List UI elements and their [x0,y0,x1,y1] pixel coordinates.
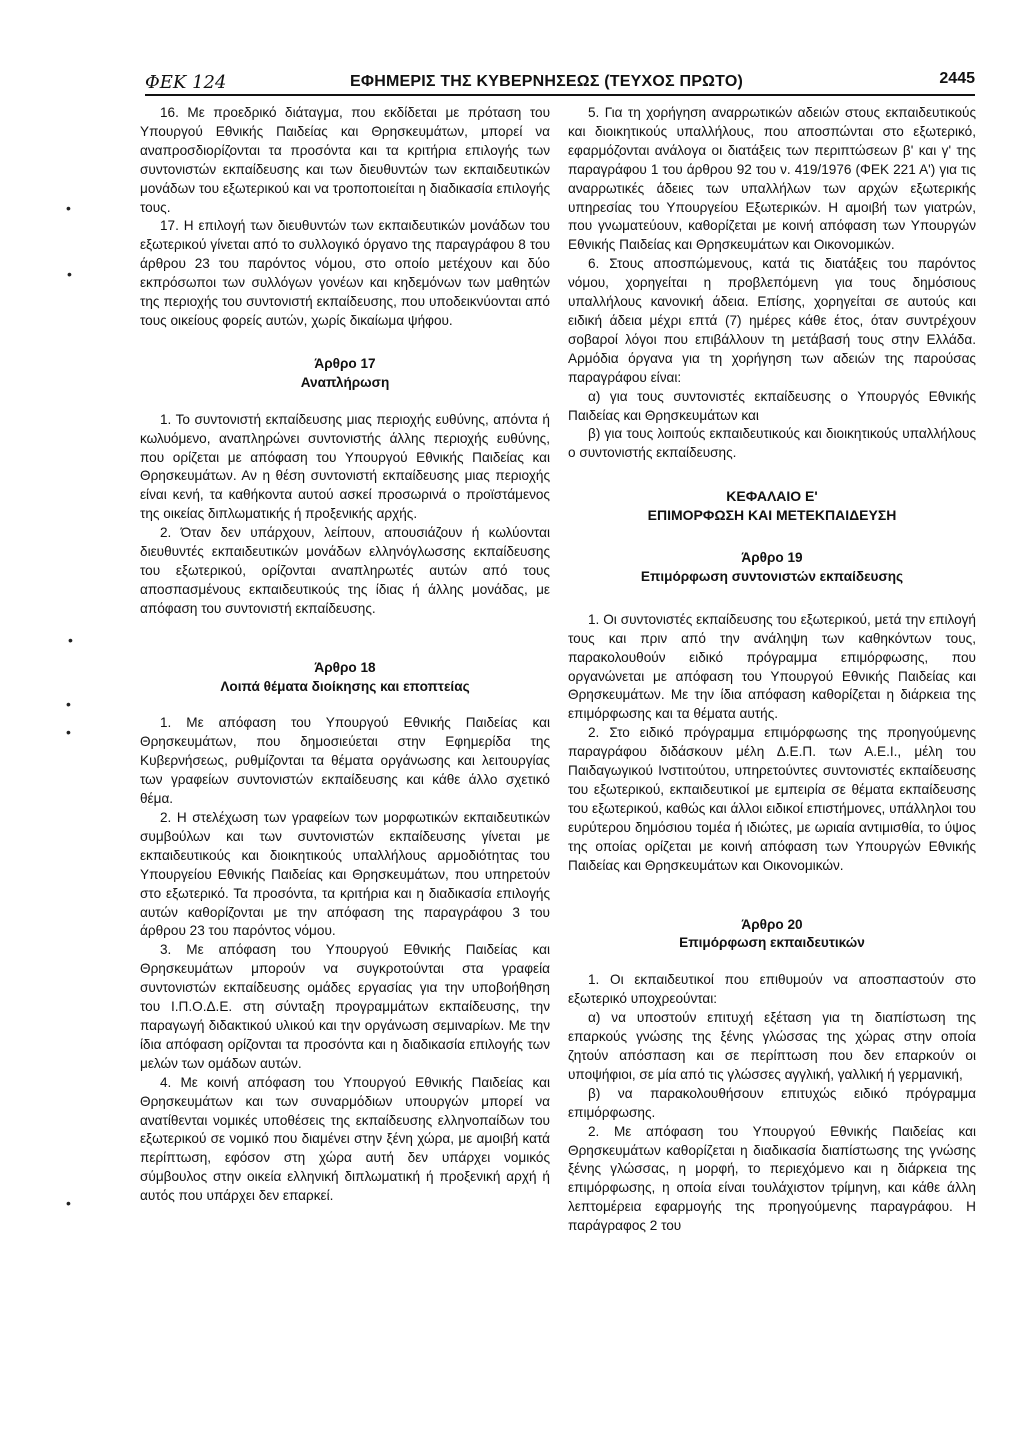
article-17-paragraph-1: 1. Το συντονιστή εκπαίδευσης μιας περιοχής ευθύνης, απόντα ή κωλυόμενο, αναπληρώνει συντονιστής άλλης περιοχής ευθύνης, που ορίζεται με απόφαση του Υπουργού Εθνικής Παιδείας και Θρησκευμάτων. Αν η θέση συντονιστή εκπαίδευσης μιας περιοχής είναι κενή, τα καθήκοντα αυτού ασκεί προσωρινά ο προϊστάμενος της οικείας διπλωματικής ή προξενικής αρχής. [140,411,550,522]
chapter-number: ΚΕΦΑΛΑΙΟ Ε' [726,488,818,505]
paragraph-5: 5. Για τη χορήγηση αναρρωτικών αδειών στους εκπαιδευτικούς και διοικητικούς υπαλλήλους, που αποσπώνται στο εξωτερικό, εφαρμόζονται ανάλογα οι διατάξεις των περιπτώσεων β' και γ' της παραγράφου 1 του άρθρου 92 του ν. 419/1976 (ΦΕΚ 221 Α') για τις αναρρωτικές άδειες των υπαλλήλων των αρχών εξωτερικής υπηρεσίας του Υπουργείου Εξωτερικών. Η αμοιβή των γιατρών, που γνωματεύουν, καθορίζεται με κοινή απόφαση των Υπουργών Εθνικής Παιδείας και Θρησκευμάτων και Οικονομικών. [568,105,976,253]
article-18-paragraph-3: 3. Με απόφαση του Υπουργού Εθνικής Παιδείας και Θρησκευμάτων μπορούν να συγκροτούνται στα γραφεία συντονιστών εκπαίδευσης ομάδες εργασίας για την υποβοήθηση του Ι.Π.Ο.Δ.Ε. στη σύνταξη προγραμμάτων εκπαίδευσης, την παραγωγή διδακτικού υλικού και την οργάνωση σεμιναρίων. Με την ίδια απόφαση ορίζονται τα προσόντα και η διαδικασία επιλογής των μελών των ομάδων αυτών. [140,942,550,1071]
margin-dot: • [66,1195,71,1211]
margin-dot: • [66,200,71,216]
article-17-paragraph-2: 2. Όταν δεν υπάρχουν, λείπουν, απουσιάζουν ή κωλύονται διευθυντές εκπαιδευτικών μονάδων ελληνόγλωσσης εκπαίδευσης του εξωτερικού, ορίζονται αναπληρωτές αυτών από τους αποσπασμένους εκπαιδευτικούς της ίδιας ή άλλης μονάδας, με απόφαση του συντονιστή εκπαίδευσης. [140,525,550,616]
gazette-title: ΕΦΗΜΕΡΙΣ ΤΗΣ ΚΥΒΕΡΝΗΣΕΩΣ (ΤΕΥΧΟΣ ΠΡΩΤΟ) [350,73,744,90]
paragraph-6-item-a: α) για τους συντονιστές εκπαίδευσης ο Υπουργός Εθνικής Παιδείας και Θρησκευμάτων και [568,388,976,423]
page-number: 2445 [939,70,975,87]
article-17-number: Άρθρο 17 [314,355,376,371]
article-20-number: Άρθρο 20 [741,916,803,932]
article-19-paragraph-1: 1. Οι συντονιστές εκπαίδευσης του εξωτερικού, μετά την επιλογή τους και πριν από την ανάληψη των καθηκόντων τους, παρακολουθούν ειδικό πρόγραμμα επιμόρφωσης, που οργανώνεται με απόφαση του Υπουργού Εθνικής Παιδείας και Θρησκευμάτων. Με την ίδια απόφαση καθορίζεται η διάρκεια της επιμόρφωσης και τα θέματα αυτής. [568,611,976,722]
article-20-paragraph-1: 1. Οι εκπαιδευτικοί που επιθυμούν να αποσπαστούν στο εξωτερικό υποχρεούνται: [568,972,976,1007]
article-19-paragraph-2: 2. Στο ειδικό πρόγραμμα επιμόρφωσης της προηγούμενης παραγράφου διδάσκουν μέλη Δ.Ε.Π. των Α.Ε.Ι., μέλη του Παιδαγωγικού Ινστιτούτου, υπηρετούντες συντονιστές εκπαίδευσης του εξωτερικού, εκπαιδευτικοί με εμπειρία σε θέματα εκπαίδευσης του εξωτερικού, καθώς και άλλοι ειδικοί επιστήμονες, υπάλληλοι του ευρύτερου δημόσιου τομέα ή ιδιώτες, με ωριαία αντιμισθία, το ύψος της οποίας ορίζεται με κοινή απόφαση των Υπουργών Εθνικής Παιδείας και Θρησκευμάτων και Οικονομικών. [568,725,976,873]
paragraph-17: 17. Η επιλογή των διευθυντών των εκπαιδευτικών μονάδων του εξωτερικού γίνεται από το συλλογικό όργανο της παραγράφου 8 του άρθρου 23 του παρόντος νόμου, στο οποίο μετέχουν και δύο εκπρόσωποι των συλλόγων γονέων και κηδεμόνων των μαθητών της περιοχής του συντονιστή εκπαίδευσης, που υποδεικνύονται από τους οικείους φορείς αυτών, χωρίς δικαίωμα ψήφου. [140,218,550,328]
margin-dot: • [67,266,72,282]
paragraph-6-item-b: β) για τους λοιπούς εκπαιδευτικούς και διοικητικούς υπαλλήλους ο συντονιστής εκπαίδευσης. [568,426,976,461]
article-17-title: Αναπλήρωση [300,374,390,390]
paragraph-16: 16. Με προεδρικό διάταγμα, που εκδίδεται με πρόταση του Υπουργού Εθνικής Παιδείας και Θρησκευμάτων, μπορεί να αναπροσδιορίζονται τα προσόντα και τα κριτήρια επιλογής των συντονιστών εκπαίδευσης και των διευθυντών των εκπαιδευτικών μονάδων του εξωτερικού και να τροποποιείται η διαδικασία επιλογής τους. [140,105,550,215]
article-20-paragraph-1-item-b: β) να παρακολουθήσουν επιτυχώς ειδικό πρόγραμμα επιμόρφωσης. [568,1085,976,1120]
paragraph-6: 6. Στους αποσπώμενους, κατά τις διατάξεις του παρόντος νόμου, χορηγείται η προβλεπόμενη για τους δημόσιους υπαλλήλους κανονική άδεια. Επίσης, χορηγείται σε αυτούς και ειδική άδεια μέχρι επτά (7) ημέρες κάθε έτος, όταν συντρέχουν σοβαροί λόγοι που επιβάλλουν τη μετάβασή τους στην Ελλάδα. Αρμόδια όργανα για τη χορήγηση των αδειών της παρούσας παραγράφου είναι: [568,256,976,385]
left-column [140,104,550,1206]
article-20-paragraph-1-item-a: α) να υποστούν επιτυχή εξέταση για τη διαπίστωση της επαρκούς γνώσης της ξένης γλώσσας της χώρας στην οποία ζητούν απόσπαση και σε περίπτωση που δεν επαρκούν οι υποψήφιοι, σε μία από τις γλώσσες αγγλική, γαλλική ή γερμανική, [568,1010,976,1082]
article-20-paragraph-2: 2. Με απόφαση του Υπουργού Εθνικής Παιδείας και Θρησκευμάτων καθορίζεται η διαδικασία διαπίστωσης της γνώσης ξένης γλώσσας, η μορφή, το περιεχόμενο και η διάρκεια της επιμόρφωσης, η οποία είναι τουλάχιστον τρίμηνη, και κάθε άλλη λεπτομέρεια εφαρμογής της προηγούμενης παραγράφου. Η παράγραφος 2 του [568,1123,976,1234]
page-header [145,64,975,96]
article-18-paragraph-1: 1. Με απόφαση του Υπουργού Εθνικής Παιδείας και Θρησκευμάτων, που δημοσιεύεται στην Εφημερίδα της Κυβερνήσεως, ρυθμίζονται τα θέματα οργάνωσης και λειτουργίας των γραφείων συντονιστών εκπαίδευσης και κάθε άλλο σχετικό θέμα. [140,715,550,807]
article-18-title: Λοιπά θέματα διοίκησης και εποπτείας [220,678,470,694]
margin-dot: • [66,696,71,712]
article-18-number: Άρθρο 18 [314,659,376,675]
margin-dot: • [68,632,73,648]
right-column [568,104,976,1236]
chapter-title: ΕΠΙΜΟΡΦΩΣΗ ΚΑΙ ΜΕΤΕΚΠΑΙΔΕΥΣΗ [647,507,897,524]
article-19-number: Άρθρο 19 [741,550,803,566]
margin-dot: • [66,724,71,740]
article-20-title: Επιμόρφωση εκπαιδευτικών [679,935,865,951]
article-18-paragraph-2: 2. Η στελέχωση των γραφείων των μορφωτικών εκπαιδευτικών συμβούλων και των συντονιστών εκπαίδευσης γίνεται με εκπαιδευτικούς και διοικητικούς υπαλλήλους αρμοδιότητας του Υπουργείου Εθνικής Παιδείας και Θρησκευμάτων, που υπηρετούν στο εξωτερικό. Τα προσόντα, τα κριτήρια και η διαδικασία επιλογής αυτών καθορίζονται με την απόφαση της παραγράφου 3 του άρθρου 23 του παρόντος νόμου. [140,810,550,939]
article-19-title: Επιμόρφωση συντονιστών εκπαίδευσης [640,568,904,584]
article-18-paragraph-4: 4. Με κοινή απόφαση του Υπουργού Εθνικής Παιδείας και Θρησκευμάτων και των συναρμόδιων υπουργών μπορεί να ανατίθενται νομικές υποθέσεις της εκπαίδευσης ελληνοπαίδων του εξωτερικού σε νομικό που διαμένει στην ξένη χώρα, με αμοιβή κατά περίπτωση, εφόσον στη χώρα αυτή δεν υπάρχει νομικός σύμβουλος στην οικεία ελληνική διπλωματική ή προξενική αρχή ή αυτός που υπάρχει δεν επαρκεί. [140,1074,550,1204]
gazette-reference: ΦΕΚ 124 [145,72,227,93]
